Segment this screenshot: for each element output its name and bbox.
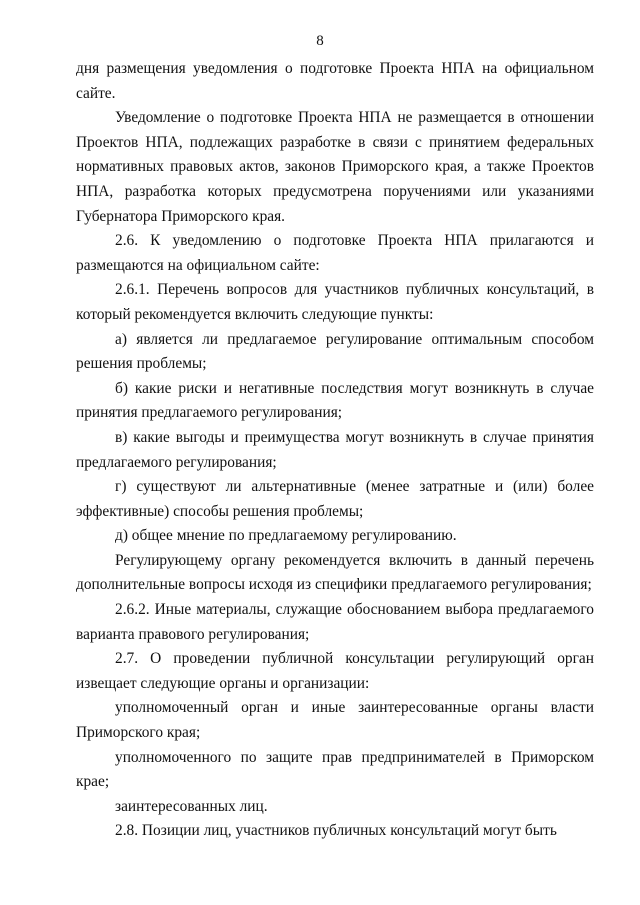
paragraph-additional-questions: Регулирующему органу рекомендуется включить в данный перечень дополнительные вопросы исходя из специфики предлагаемого регулирования;: [76, 551, 594, 594]
page-number: 8: [316, 33, 324, 49]
list-item-authorized-body: уполномоченный орган и иные заинтересованные органы власти Приморского края;: [76, 699, 594, 742]
list-item-v: в) какие выгоды и преимущества могут возникнуть в случае принятия предлагаемого регулирования;: [76, 428, 594, 471]
list-item-d: д) общее мнение по предлагаемому регулированию.: [115, 527, 457, 545]
list-item-interested-persons: заинтересованных лиц.: [115, 797, 268, 815]
paragraph-continuation: дня размещения уведомления о подготовке Проекта НПА на официальном сайте.: [76, 60, 594, 102]
list-item-a: а) является ли предлагаемое регулирование оптимальным способом решения проблемы;: [76, 330, 594, 373]
list-item-g: г) существуют ли альтернативные (менее затратные и (или) более эффективные) способы решения проблемы;: [76, 478, 594, 520]
paragraph-2-6: 2.6. К уведомлению о подготовке Проекта НПА прилагаются и размещаются на официальном сайте:: [76, 232, 594, 274]
document-body: [76, 57, 594, 844]
paragraph-notice-exception: Уведомление о подготовке Проекта НПА не размещается в отношении Проектов НПА, подлежащих разработке в связи с принятием федеральных нормативных правовых актов, законов Приморского края, а также Проектов НПА, разработка которых предусмотрена поручениями или указаниями Губернатора Приморского края.: [76, 109, 594, 225]
paragraph-2-6-1: 2.6.1. Перечень вопросов для участников публичных консультаций, в который рекомендуется включить следующие пункты:: [76, 281, 594, 323]
paragraph-2-8: 2.8. Позиции лиц, участников публичных консультаций могут быть: [115, 822, 557, 840]
list-item-ombudsman: уполномоченного по защите прав предпринимателей в Приморском крае;: [76, 748, 594, 791]
paragraph-2-7: 2.7. О проведении публичной консультации регулирующий орган извещает следующие органы и организации:: [76, 650, 594, 692]
list-item-b: б) какие риски и негативные последствия могут возникнуть в случае принятия предлагаемого регулирования;: [76, 379, 594, 422]
paragraph-2-6-2: 2.6.2. Иные материалы, служащие обоснованием выбора предлагаемого варианта правового регулирования;: [76, 601, 594, 643]
